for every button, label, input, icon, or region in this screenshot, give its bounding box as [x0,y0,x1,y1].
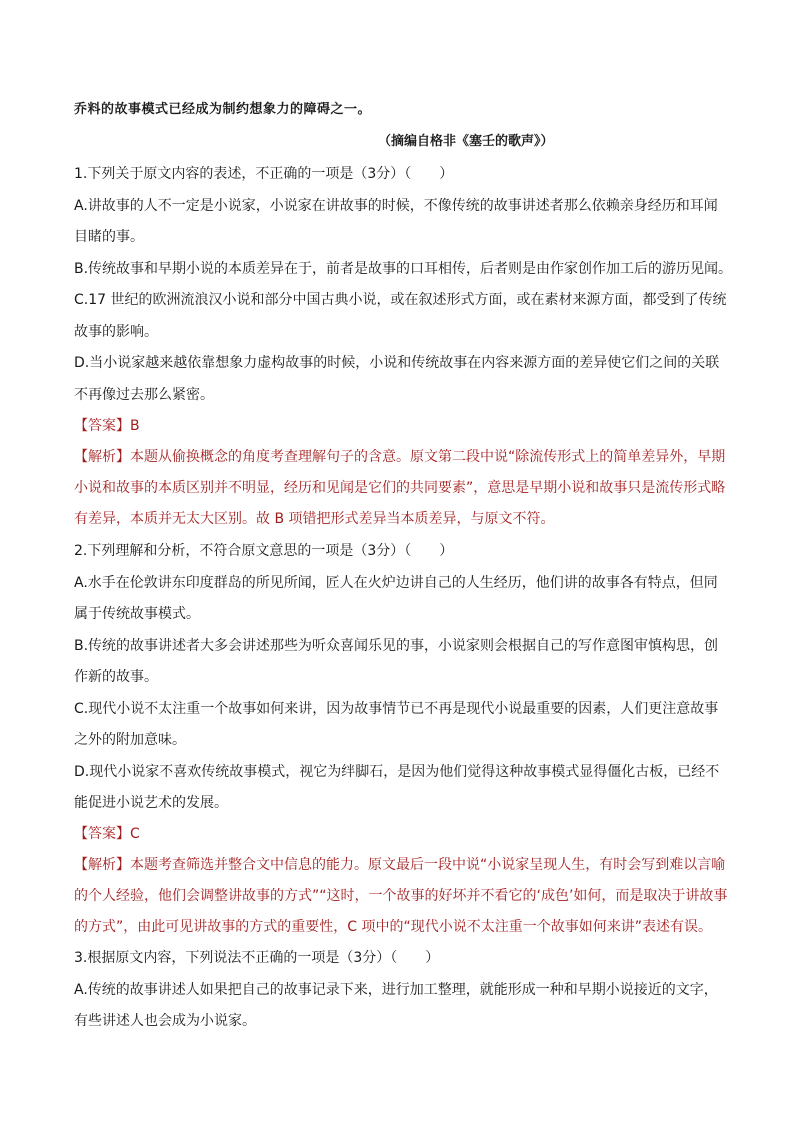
source-citation: （摘编自格非《塞壬的歌声》） [378,134,554,149]
q2-option-c-cont: 之外的附加意味。 [74,732,186,748]
q1-option-b: B.传统故事和早期小说的本质差异在于，前者是故事的口耳相传，后者则是由作家创作加工后的游历见闻。 [74,261,733,277]
question-1-stem: 1.下列关于原文内容的表述，不正确的一项是（3分）（ ） [74,166,454,182]
question-3-stem: 3.根据原文内容，下列说法不正确的一项是（3分）（ ） [74,950,440,966]
q2-explanation-2: 的个人经验，他们会调整讲故事的方式”“这时，一个故事的好坏并不看它的‘成色’如何，而是取决于讲故事 [74,888,728,904]
q3-option-a-cont: 有些讲述人也会成为小说家。 [74,1013,256,1029]
q1-option-a: A.讲故事的人不一定是小说家，小说家在讲故事的时候，不像传统的故事讲述者那么依赖亲身经历和耳闻 [74,198,718,214]
intro-line: 乔料的故事模式已经成为制约想象力的障碍之一。 [74,102,372,117]
q2-answer: 【答案】C [74,826,140,842]
q1-option-a-cont: 目睹的事。 [74,229,144,245]
q1-option-c: C.17 世纪的欧洲流浪汉小说和部分中国古典小说，或在叙述形式方面，或在素材来源方面，都受到了传统 [74,292,727,308]
q2-option-a: A.水手在伦敦讲东印度群岛的所见所闻，匠人在火炉边讲自己的人生经历，他们讲的故事各有特点，但同 [74,575,718,591]
q2-option-b-cont: 作新的故事。 [74,669,158,685]
q1-explanation-1: 【解析】本题从偷换概念的角度考查理解句子的含意。原文第二段中说“除流传形式上的简单差异外，早期 [74,449,726,465]
q2-option-b: B.传统的故事讲述者大多会讲述那些为听众喜闻乐见的事，小说家则会根据自己的写作意图审慎构思，创 [74,638,719,654]
q1-option-d-cont: 不再像过去那么紧密。 [74,387,214,403]
q1-option-c-cont: 故事的影响。 [74,324,158,340]
q2-option-c: C.现代小说不太注重一个故事如何来讲，因为故事情节已不再是现代小说最重要的因素，人们更注意故事 [74,701,719,717]
q1-option-d: D.当小说家越来越依靠想象力虚构故事的时候，小说和传统故事在内容来源方面的差异使它们之间的关联 [74,355,720,371]
q2-option-d: D.现代小说家不喜欢传统故事模式，视它为绊脚石，是因为他们觉得这种故事模式显得僵化古板，已经不 [74,764,720,780]
q1-explanation-3: 有差异，本质并无太大区别。故 B 项错把形式差异当本质差异，与原文不符。 [74,511,555,527]
q2-explanation-1: 【解析】本题考查筛选并整合文中信息的能力。原文最后一段中说“小说家呈现人生，有时会写到难以言喻 [74,857,726,873]
q2-option-d-cont: 能促进小说艺术的发展。 [74,795,228,811]
q1-answer: 【答案】B [74,418,140,434]
q3-option-a: A.传统的故事讲述人如果把自己的故事记录下来，进行加工整理，就能形成一种和早期小说接近的文字， [74,982,718,998]
q2-explanation-3: 的方式”，由此可见讲故事的方式的重要性，C 项中的“现代小说不太注重一个故事如何来讲”表述有误。 [74,919,712,935]
question-2-stem: 2.下列理解和分析，不符合原文意思的一项是（3分）（ ） [74,543,454,559]
q1-explanation-2: 小说和故事的本质区别并不明显，经历和见闻是它们的共同要素”，意思是早期小说和故事只是流传形式略 [74,480,726,496]
q2-option-a-cont: 属于传统故事模式。 [74,606,200,622]
